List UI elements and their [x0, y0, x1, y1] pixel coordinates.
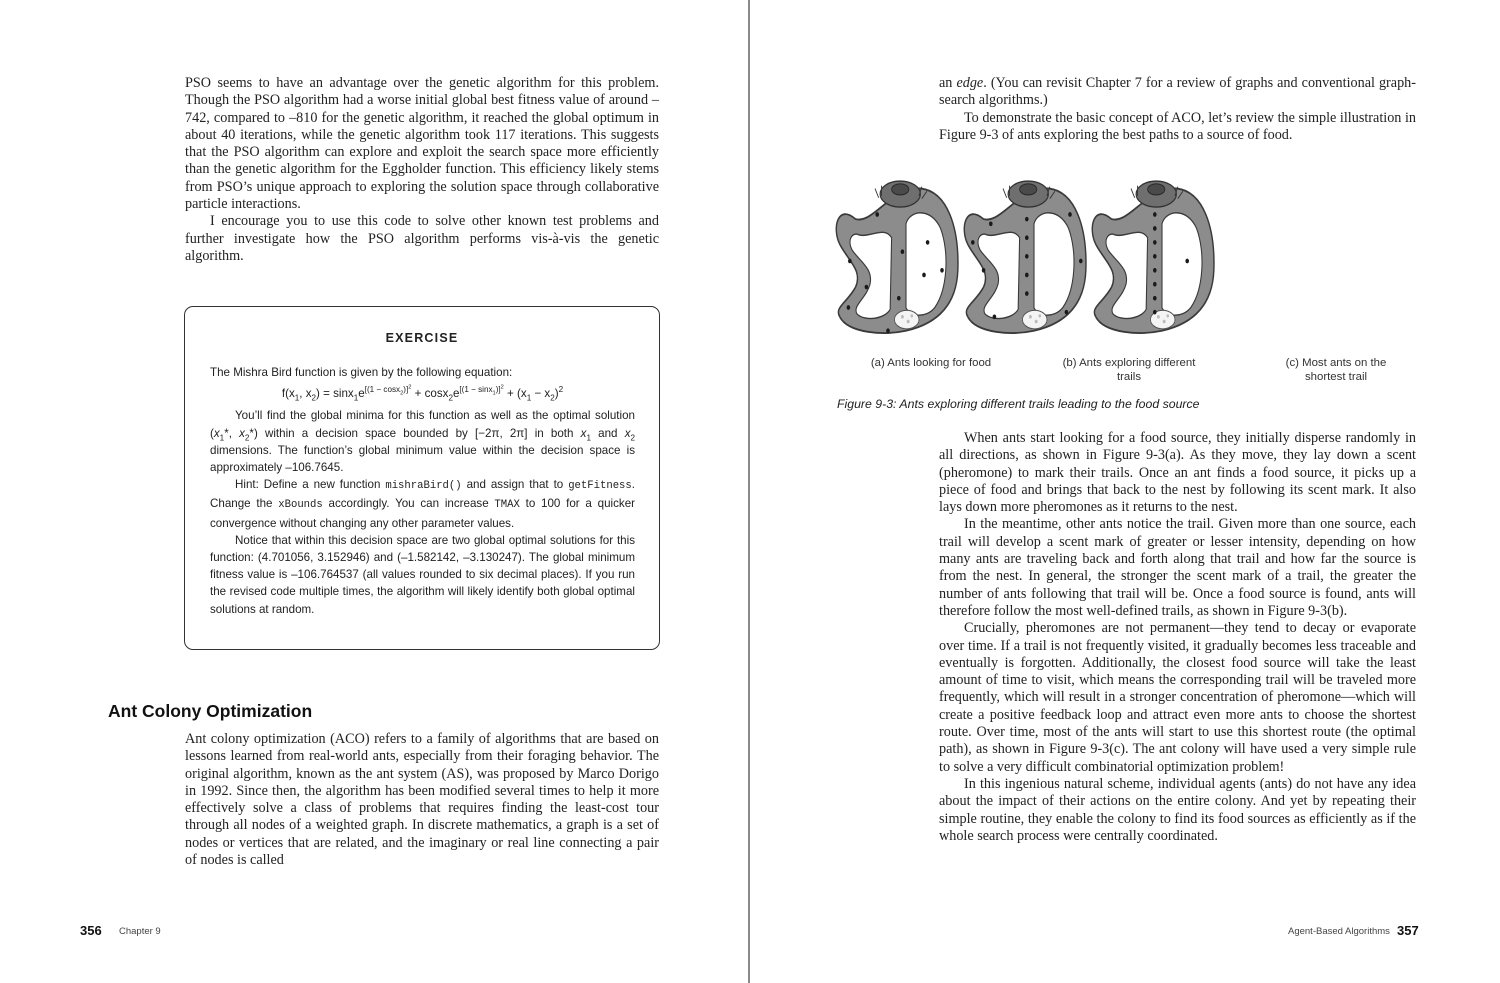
panel-caption-a: (a) Ants looking for food: [870, 357, 992, 369]
paragraph: PSO seems to have an advantage over the genetic algorithm for this problem. Though the PSO algorithm had a worse initial global best fitness value of around –742, compared to –810 for the genetic algorithm, it reached the global optimum in about 40 iterations, while the genetic algorithm took 117 iterations. This suggests that the PSO algorithm can explore and exploit the search space more efficiently than the genetic algorithm for the Eggholder function. This efficiency likely stems from PSO’s unique approach to exploring the solution space through collaborative particle interactions.: [185, 75, 659, 213]
aco-intro-text: [185, 731, 659, 869]
running-head: Agent-Based Algorithms: [1288, 926, 1390, 937]
running-head: Chapter 9: [119, 926, 161, 937]
paragraph: To demonstrate the basic concept of ACO, let’s review the simple illustration in Figure 9-3 of ants exploring the best paths to a source of food.: [939, 109, 1416, 143]
figure-caption: Figure 9-3: Ants exploring different trails leading to the food source: [837, 397, 1200, 411]
paragraph: Ant colony optimization (ACO) refers to a family of algorithms that are based on lessons learned from real-world ants, especially from their foraging behavior. The original algorithm, known as the ant system (AS), was proposed by Marco Dorigo in 1992. Since then, the algorithm has been modified several times to help it more effectively solve a class of problems that requires finding the least-cost tour through all nodes of a weighted graph. In discrete mathematics, a graph is a set of nodes or vertices that are related, and the imaginary or real line connecting a pair of nodes is called: [185, 731, 659, 869]
paragraph: an edge. (You can revisit Chapter 7 for a review of graphs and conventional graph-search algorithms.): [939, 75, 1416, 109]
exercise-paragraph: Notice that within this decision space are two global optimal solutions for this function: (4.701056, 3.152946) and (–1.582142, –3.130247). The global minimum fitness value is –106.764537 (all values rounded to six decimal places). If you run the revised code multiple times, the algorithm will likely identify both global optimal solutions at random.: [210, 533, 635, 616]
paragraph: Crucially, pheromones are not permanent—they tend to decay or evaporate over time. If a trail is not frequently visited, it gradually becomes less traceable and eventually is forgotten. Additionally, the closest food source will take the least amount of time to visit, which means the corresponding trail will be traveled more frequently, which will result in a stronger concentration of pheromone—which will create a positive feedback loop and attract even more ants to choose the shortest route. Over time, most of the ants will start to use this shortest route (the optimal path), as shown in Figure 9-3(c). The ant colony will have used a very simple rule to solve a very difficult combinatorial optimization problem!: [939, 620, 1416, 775]
paragraph: In the meantime, other ants notice the trail. Given more than one source, each trail will develop a scent mark of greater or lesser intensity, depending on how many ants are traveling back and forth along that trail and how far the source is from the nest. In general, the stronger the scent mark of a trail, the greater the number of ants following that trail will be. Once a food source is found, ants will therefore follow the most well-defined trails, as shown in Figure 9-3(b).: [939, 516, 1416, 619]
exercise-heading: EXERCISE: [385, 331, 459, 345]
aco-continued-text: [939, 75, 1416, 144]
exercise-hint: Hint: Define a new function mishraBird() and assign that to getFitness. Change the xBounds accordingly. You can increase TMAX to 100 for a quicker convergence without changing any other parameter values.: [210, 478, 635, 530]
right-page: [751, 0, 1500, 983]
page-number: 357: [1397, 923, 1419, 938]
paragraph: When ants start looking for a food source, they initially disperse randomly in all directions, as shown in Figure 9-3(a). As they move, they lay down a scent (pheromone) to mark their trails. Once an ant finds a food source, it picks up a piece of food and brings that back to the nest by following its scent mark. It also lays down more pheromones as it returns to the nest.: [939, 430, 1416, 516]
panel-c-illustration: [1092, 181, 1214, 333]
exercise-body: [210, 364, 635, 618]
panel-b-illustration: [964, 181, 1086, 333]
section-heading: Ant Colony Optimization: [108, 701, 313, 721]
page-gutter: [748, 0, 750, 983]
exercise-box: [184, 306, 660, 650]
pso-comparison-text: [185, 75, 659, 265]
exercise-intro: The Mishra Bird function is given by the following equation:: [210, 366, 513, 379]
ant-behavior-text: [939, 430, 1416, 845]
ant-trails-figure: [834, 160, 1219, 350]
exercise-paragraph: You’ll find the global minima for this function as well as the optimal solution ($x_1*$, $x_2*$) within a decision space bounded by [−2π, 2π] in both $x_1$ and $x_2$ dimensions. The function’s global minimum value within the decision space is approximately –106.7645.: [210, 409, 635, 475]
panel-caption-b: (b) Ants exploring different trails: [1062, 357, 1196, 383]
paragraph: I encourage you to use this code to solve other known test problems and further investigate how the PSO algorithm performs vis-à-vis the genetic algorithm.: [185, 213, 659, 264]
page-number: 356: [80, 923, 102, 938]
panel-caption-c: (c) Most ants on the shortest trail: [1285, 357, 1387, 383]
left-page: [0, 0, 749, 983]
panel-a-illustration: [836, 181, 958, 333]
mishra-bird-equation: $f(x_1$, $x_2) = \sin x_1e^{[(1 - cosx_2)]^2} + \cos x_2e^{[(1 - sinx_1)]^2} + (x_1 - x_2)^2$: [281, 384, 564, 403]
paragraph: In this ingenious natural scheme, individual agents (ants) do not have any idea about the impact of their actions on the entire colony. And yet by repeating their simple routine, they enable the colony to find its food sources as efficiently as if the whole search process were centrally coordinated.: [939, 775, 1416, 844]
